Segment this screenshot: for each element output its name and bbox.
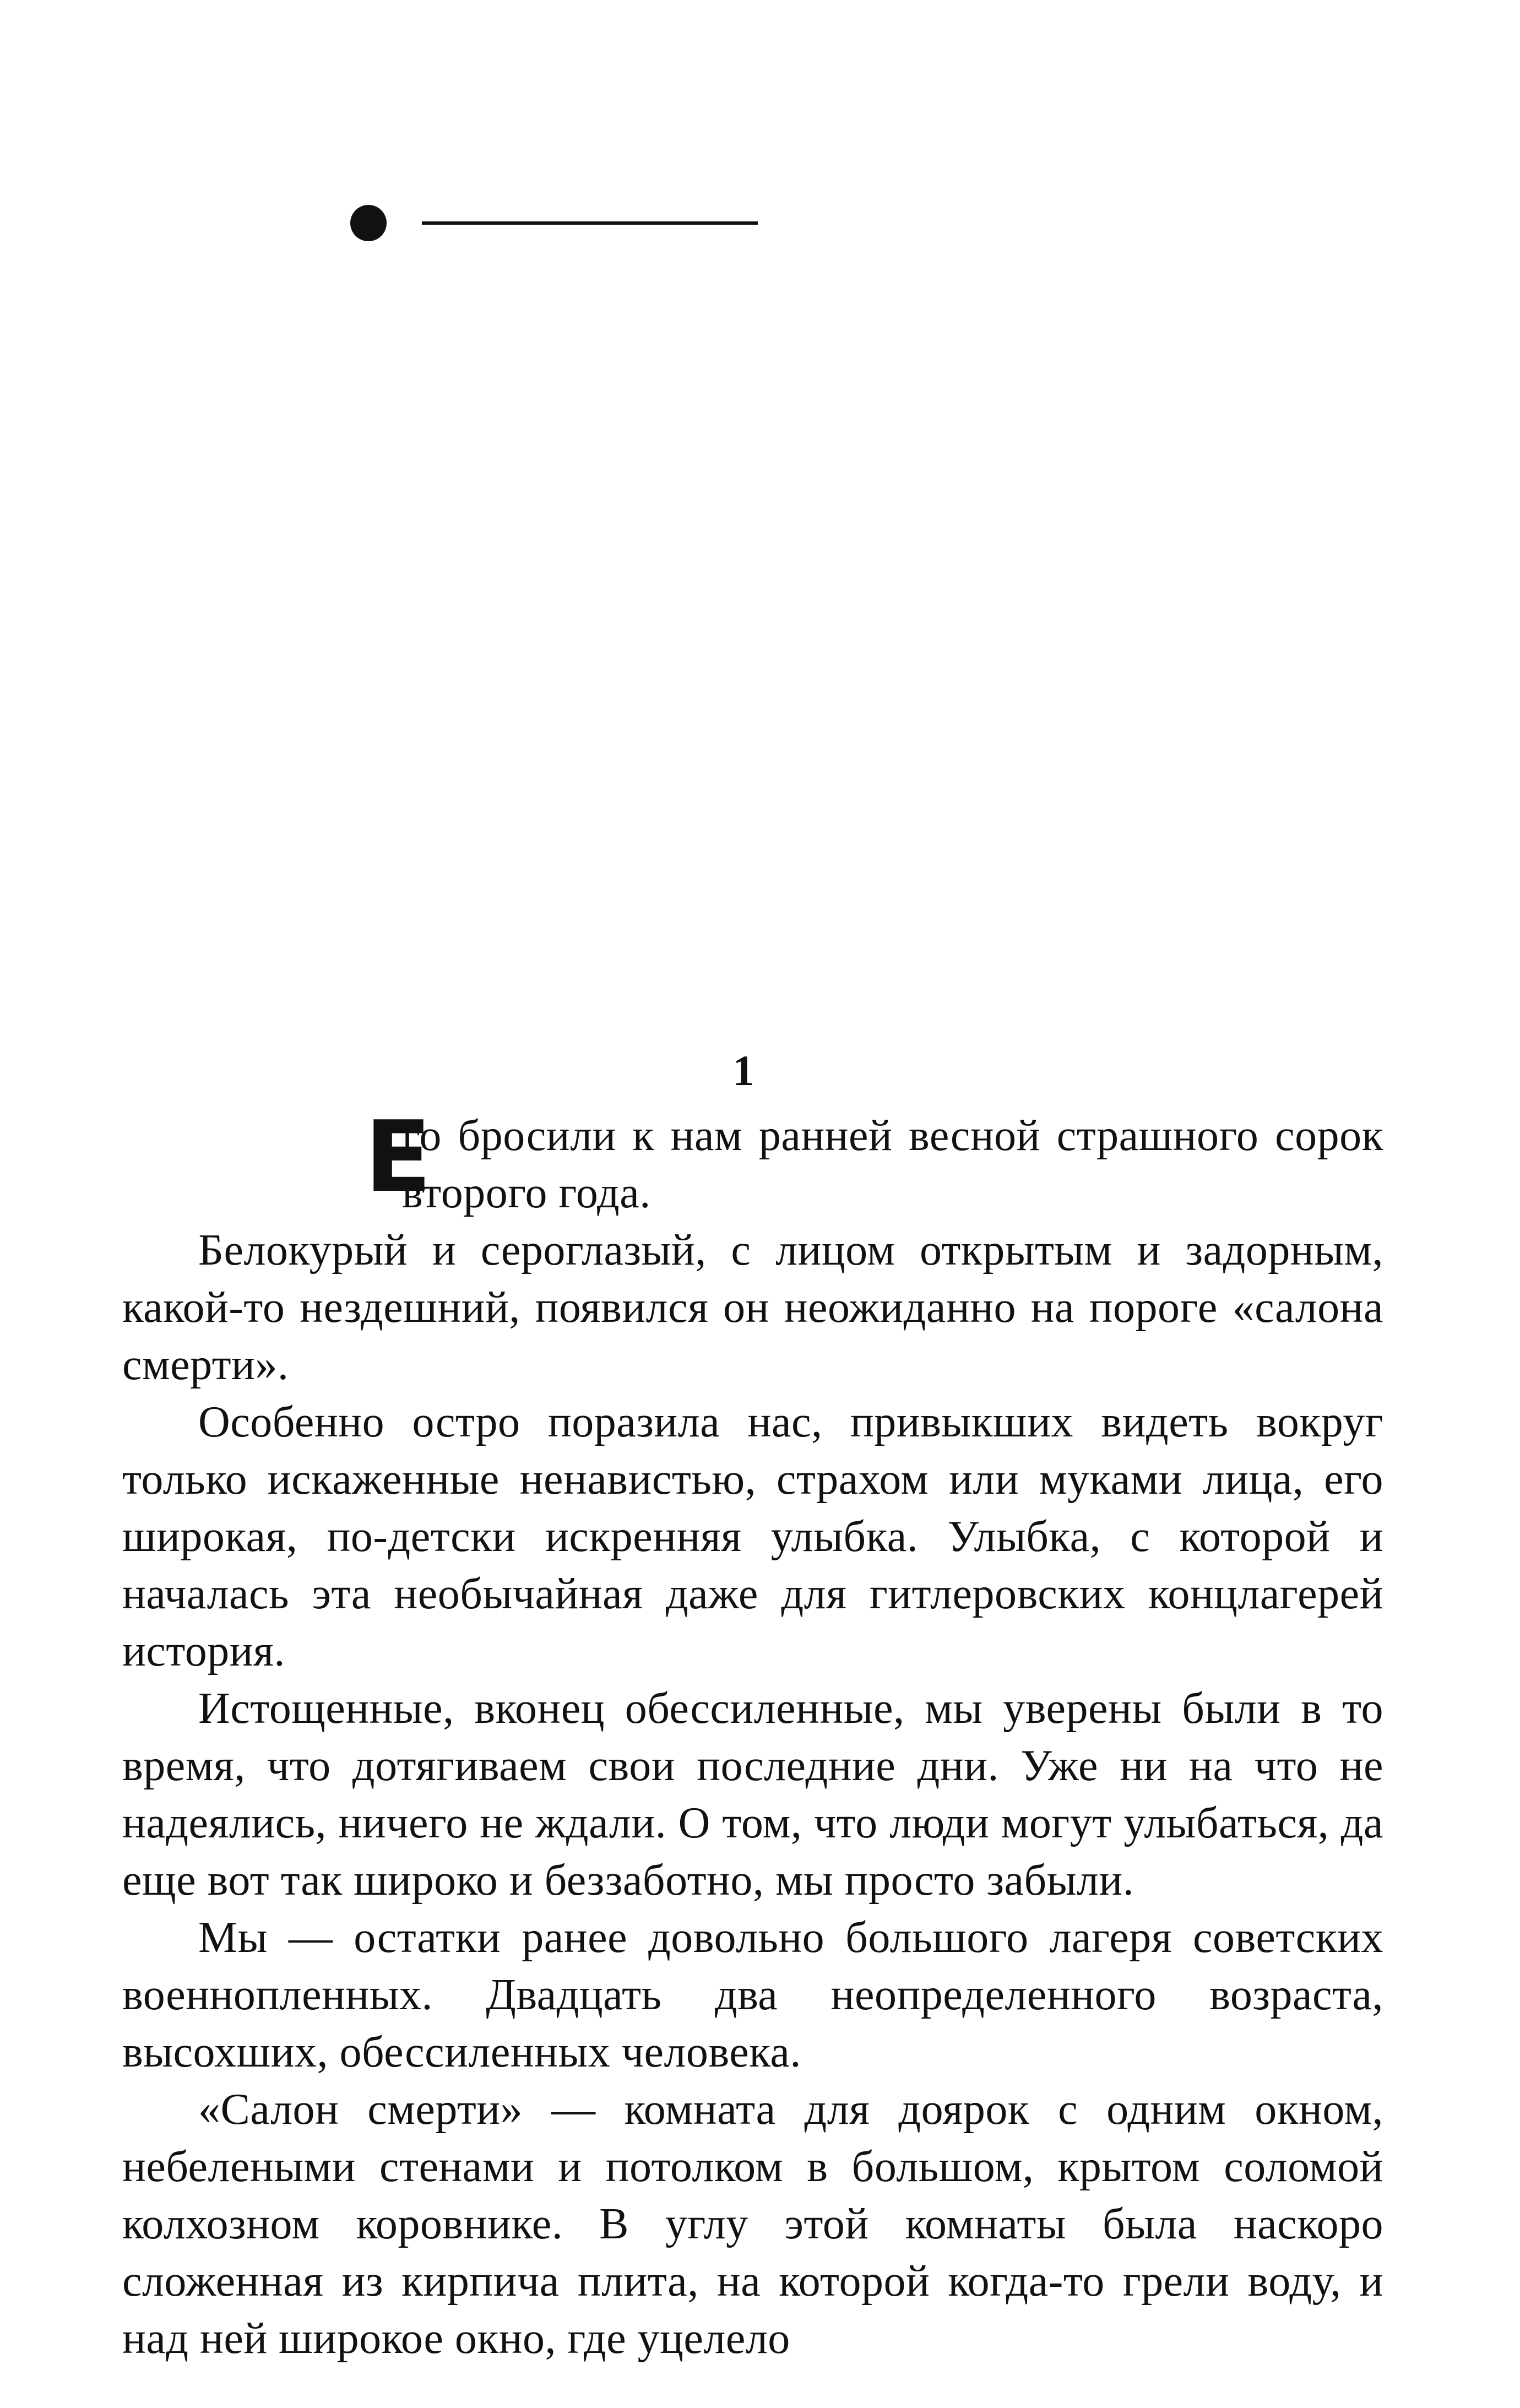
chapter-ornament <box>350 205 769 243</box>
paragraph-2: Особенно остро поразила нас, привыкших видеть вокруг только искаженные ненавистью, страхом или муками лица, его широкая, по-детски искренняя улыбка. Улыбка, с которой и началась эта необычайная даже для гитлеровских концлагерей история. <box>122 1398 1383 1675</box>
paragraph-1: Белокурый и сероглазый, с лицом открытым и задорным, какой-то нездешний, появился он неожиданно на пороге «салона смерти». <box>122 1226 1383 1389</box>
drop-cap: Е <box>365 1100 432 1214</box>
paragraph-3: Истощенные, вконец обессиленные, мы уверены были в то время, что дотягиваем свои последние дни. Уже ни на что не надеялись, ничего не ждали. О том, что люди могут улыбаться, да еще вот так широко и беззаботно, мы просто забыли. <box>122 1684 1383 1905</box>
paragraph-4: Мы — остатки ранее довольно большого лагеря советских военнопленных. Двадцать два неопределенного возраста, высохших, обессиленных человека. <box>122 1913 1383 2076</box>
lead-paragraph-text: го бросили к нам ранней весной страшного сорок второго года. <box>402 1111 1383 1217</box>
ornament-dot-icon <box>350 205 387 241</box>
ornament-rule <box>422 221 758 225</box>
paragraph-5: «Салон смерти» — комната для доярок с одним окном, небелеными стенами и потолком в большом, крытом соломой колхозном коровнике. В углу этой комнаты была наскоро сложенная из кирпича плита, на которой когда-то грели воду, и над ней широкое окно, где уцелело <box>122 2085 1383 2363</box>
text-body <box>122 1100 1383 2367</box>
chapter-number: 1 <box>732 1046 754 1094</box>
lead-paragraph <box>122 1100 1383 1222</box>
